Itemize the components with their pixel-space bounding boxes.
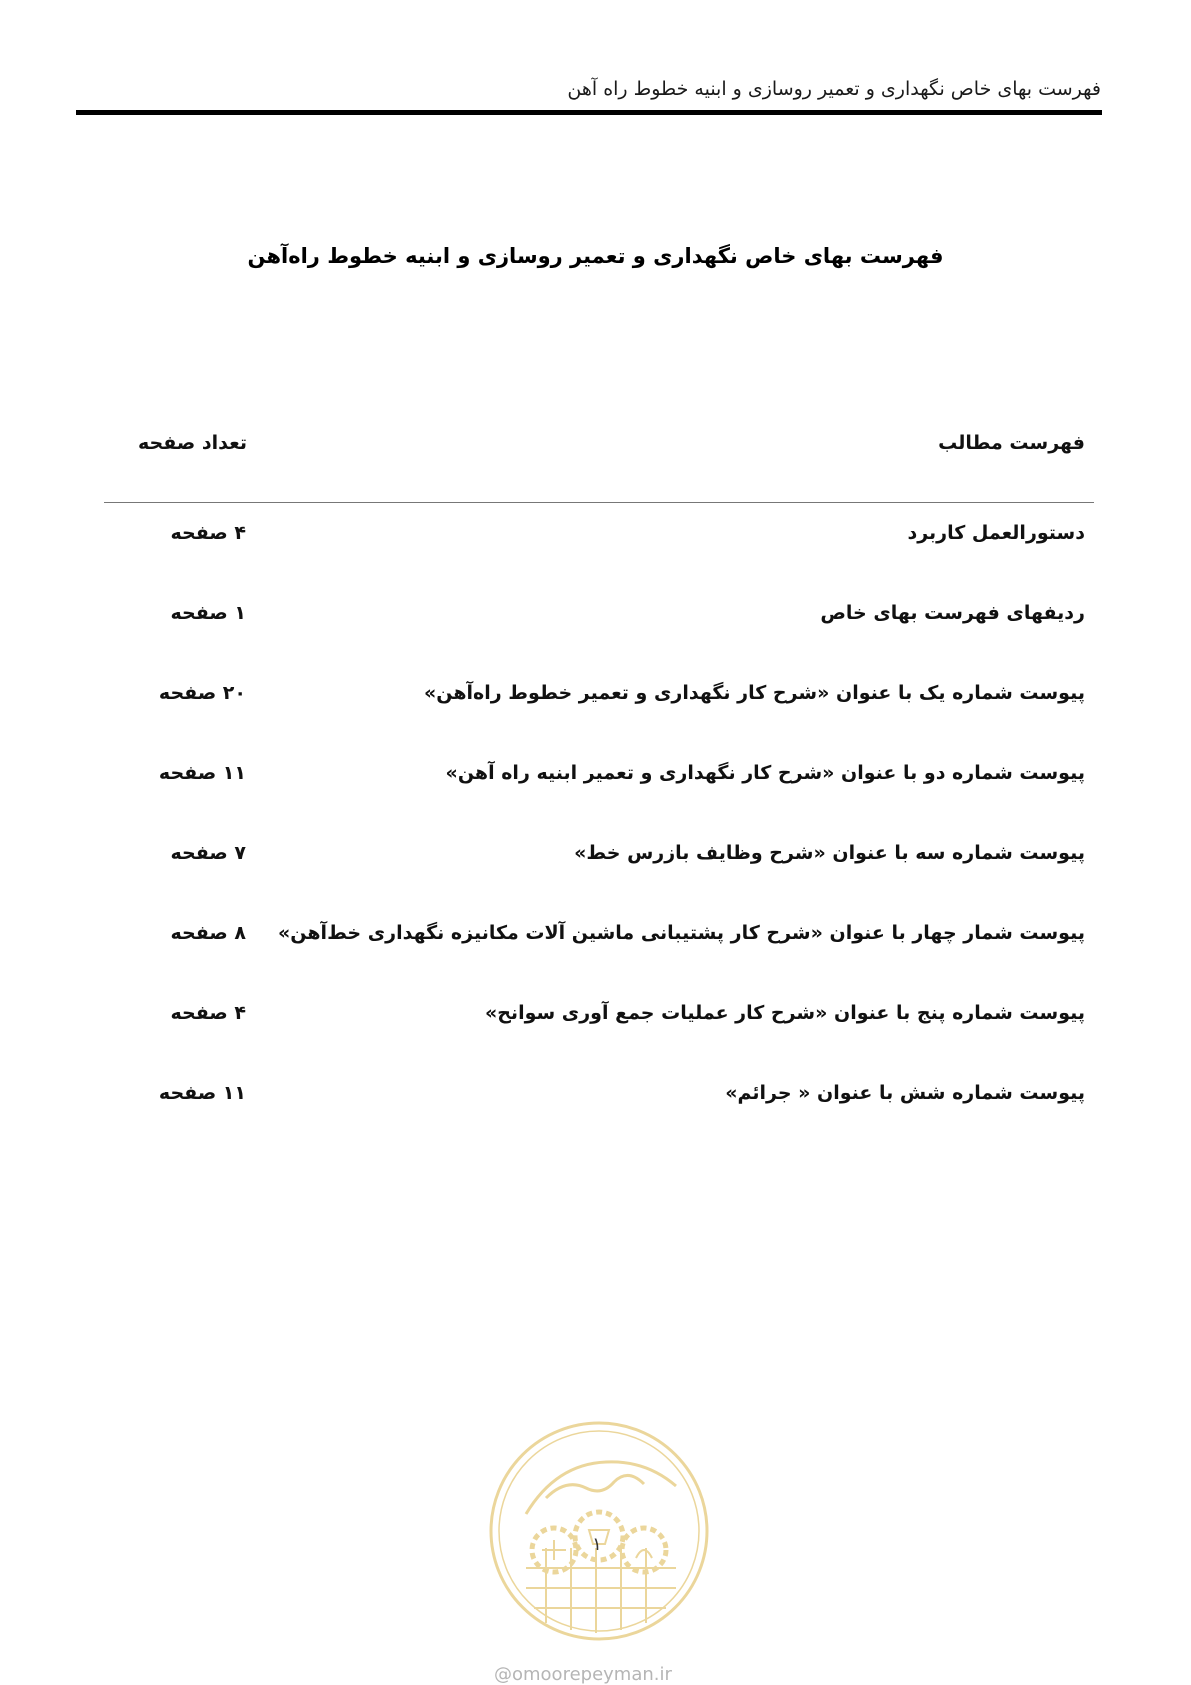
toc-entry-pages: ۴ صفحه xyxy=(170,1002,246,1024)
toc-entry-pages: ۸ صفحه xyxy=(170,922,246,944)
toc-row xyxy=(0,522,1191,562)
header-rule xyxy=(76,110,1102,115)
toc-row xyxy=(0,682,1191,722)
toc-entry-pages: ۱۱ صفحه xyxy=(158,762,246,784)
toc-entry-pages: ۴ صفحه xyxy=(170,522,246,544)
toc-entry-pages: ۱۱ صفحه xyxy=(158,1082,246,1104)
running-header: فهرست بهای خاص نگهداری و تعمیر روسازی و ابنیه خطوط راه آهن xyxy=(567,78,1101,100)
pages-column-heading: تعداد صفحه xyxy=(138,432,247,454)
watermark-seal-logo xyxy=(486,1418,712,1644)
toc-entry-pages: ۷ صفحه xyxy=(170,842,246,864)
toc-row xyxy=(0,1082,1191,1122)
toc-entry-label: دستورالعمل کاربرد xyxy=(907,522,1085,544)
toc-row xyxy=(0,922,1191,962)
toc-entry-label: پیوست شماره پنج با عنوان «شرح کار عملیات جمع آوری سوانح» xyxy=(484,1002,1085,1024)
toc-entry-label: پیوست شماره یک با عنوان «شرح کار نگهداری و تعمیر خطوط راه‌آهن» xyxy=(423,682,1085,704)
toc-entry-pages: ۲۰ صفحه xyxy=(158,682,246,704)
toc-row xyxy=(0,602,1191,642)
toc-row xyxy=(0,842,1191,882)
contents-column-heading: فهرست مطالب xyxy=(938,432,1085,454)
toc-entry-label: ردیفهای فهرست بهای خاص xyxy=(820,602,1085,624)
footer-url: @omoorepeyman.ir xyxy=(494,1664,672,1685)
toc-entry-pages: ۱ صفحه xyxy=(170,602,246,624)
toc-row xyxy=(0,1002,1191,1042)
toc-row xyxy=(0,762,1191,802)
page-number: ۱ xyxy=(592,1534,602,1555)
toc-entry-label: پیوست شمار چهار با عنوان «شرح کار پشتیبانی ماشین آلات مکانیزه نگهداری خط‌آهن» xyxy=(278,922,1085,944)
table-divider xyxy=(104,502,1094,503)
document-title: فهرست بهای خاص نگهداری و تعمیر روسازی و ابنیه خطوط راه‌آهن xyxy=(247,244,944,268)
toc-entry-label: پیوست شماره دو با عنوان «شرح کار نگهداری و تعمیر ابنیه راه آهن» xyxy=(445,762,1085,784)
toc-entry-label: پیوست شماره شش با عنوان « جرائم» xyxy=(725,1082,1085,1104)
toc-entry-label: پیوست شماره سه با عنوان «شرح وظایف بازرس خط» xyxy=(574,842,1085,864)
